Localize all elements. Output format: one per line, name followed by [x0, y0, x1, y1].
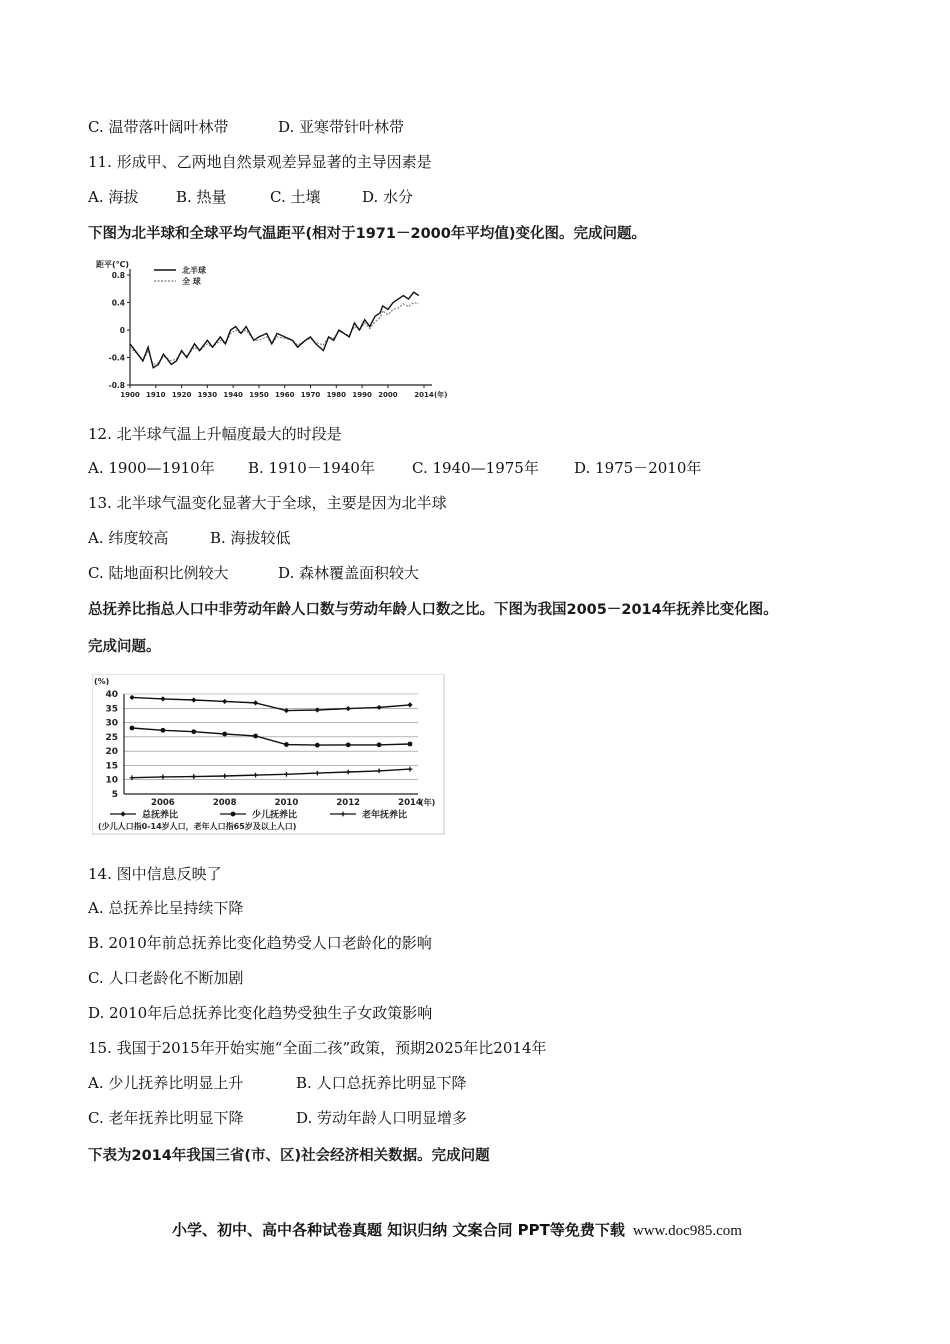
- q15-option-a: A. 少儿抚养比明显上升: [88, 1074, 244, 1092]
- temp-x-tick-label: 1980: [326, 391, 347, 399]
- dep-series-total-point: [377, 705, 382, 710]
- dep-y-tick-label: 10: [105, 775, 118, 786]
- dep-series-total-point: [253, 700, 258, 705]
- temp-legend-label-nh: 北半球: [182, 266, 206, 275]
- dep-series-elderly-point: [191, 774, 196, 779]
- q14-stem: 14. 图中信息反映了: [88, 865, 222, 883]
- temp-x-tick-label: 1970: [300, 391, 321, 399]
- dep-series-total-point: [284, 708, 289, 713]
- temp-x-tick-label: 1920: [171, 391, 192, 399]
- dep-series-elderly-point: [253, 773, 258, 778]
- dep-series-total: [132, 697, 410, 710]
- dep-series-elderly-point: [408, 767, 413, 772]
- q15-option-c: C. 老年抚养比明显下降: [88, 1109, 244, 1127]
- intro-temperature-chart: 下图为北半球和全球平均气温距平(相对于1971－2000年平均值)变化图。完成问题。: [88, 226, 646, 242]
- q12-option-b: B. 1910－1940年: [248, 459, 375, 477]
- dependency-ratio-chart: [92, 674, 448, 836]
- q11-option-c: C. 土壤: [270, 188, 321, 206]
- q13-option-d: D. 森林覆盖面积较大: [278, 564, 420, 582]
- q14-option-c: C. 人口老龄化不断加剧: [88, 969, 244, 987]
- q13-option-b: B. 海拔较低: [210, 529, 291, 547]
- dep-y-tick-label: 40: [105, 690, 118, 700]
- dep-x-tick-label: 2010: [274, 798, 299, 808]
- temp-x-tick-label: 1960: [274, 391, 295, 399]
- dep-y-tick-label: 25: [105, 732, 118, 743]
- dep-series-elderly-point: [346, 770, 351, 775]
- dep-series-child-point: [130, 726, 135, 731]
- dep-series-child-point: [346, 742, 351, 747]
- temp-series-northern-hemisphere: [130, 292, 419, 368]
- dep-x-tick-label: 2006: [151, 798, 175, 808]
- dep-y-tick-label: 15: [105, 761, 118, 772]
- temp-x-tick-label: 2014: [414, 391, 434, 399]
- temp-chart-marks: [130, 265, 419, 368]
- q13-option-a: A. 纬度较高: [88, 529, 169, 547]
- q11-option-d: D. 水分: [362, 188, 414, 206]
- dep-legend-marker: [341, 812, 346, 817]
- q12-option-c: C. 1940—1975年: [412, 459, 539, 477]
- q15-option-b: B. 人口总抚养比明显下降: [296, 1074, 467, 1092]
- dep-series-child-point: [315, 743, 320, 748]
- temp-y-tick-label: -0.8: [108, 381, 125, 390]
- q13-stem: 13. 北半球气温变化显著大于全球，主要是因为北半球: [88, 494, 447, 512]
- q14-option-a: A. 总抚养比呈持续下降: [88, 899, 244, 917]
- footer-text: 小学、初中、高中各种试卷真题 知识归纳 文案合同 PPT等免费下载: [172, 1221, 625, 1239]
- dep-legend-label: 少儿抚养比: [252, 810, 298, 821]
- dep-series-child-point: [222, 732, 227, 737]
- dep-series-elderly-point: [377, 768, 382, 773]
- dep-legend-marker: [120, 811, 125, 816]
- intro-dependency-chart-line2: 完成问题。: [88, 639, 161, 655]
- dep-series-total-point: [191, 697, 196, 702]
- temperature-anomaly-chart: [92, 257, 460, 403]
- dep-y-axis-label: (%): [94, 677, 110, 686]
- temp-y-tick-label: 0.8: [111, 271, 125, 280]
- dep-y-tick-label: 5: [111, 790, 118, 800]
- temp-legend-label-global: 全 球: [182, 277, 201, 286]
- dep-series-child-point: [253, 734, 258, 739]
- dep-series-child: [132, 728, 410, 745]
- temp-series-global: [130, 303, 419, 365]
- dep-x-tick-label: 2008: [212, 798, 237, 808]
- q12-stem: 12. 北半球气温上升幅度最大的时段是: [88, 425, 342, 443]
- temp-x-tick-label: 1910: [146, 391, 166, 399]
- dep-x-axis-label: (年): [420, 798, 436, 807]
- temp-x-tick-label: 1930: [197, 391, 218, 399]
- q11-option-b: B. 热量: [176, 188, 227, 206]
- q14-option-d: D. 2010年后总抚养比变化趋势受独生子女政策影响: [88, 1004, 433, 1022]
- dep-series-elderly-point: [160, 774, 165, 779]
- temp-y-tick-label: -0.4: [108, 353, 125, 363]
- dep-x-tick-label: 2014: [398, 798, 422, 808]
- dep-series-total-point: [160, 696, 165, 701]
- dep-series-total-point: [346, 706, 351, 711]
- q11-stem: 11. 形成甲、乙两地自然景观差异显著的主导因素是: [88, 153, 432, 171]
- intro-table: 下表为2014年我国三省(市、区)社会经济相关数据。完成问题: [88, 1148, 490, 1164]
- footer-banner: [172, 1219, 742, 1242]
- temp-x-tick-label: 1940: [223, 391, 243, 399]
- dep-series-total-point: [407, 702, 412, 707]
- q10-option-d: D. 亚寒带针叶林带: [278, 118, 405, 136]
- q12-option-a: A. 1900—1910年: [88, 459, 215, 477]
- dep-series-elderly-point: [284, 772, 289, 777]
- q13-option-c: C. 陆地面积比例较大: [88, 564, 229, 582]
- dep-series-child-point: [377, 742, 382, 747]
- dep-chart-marks: [98, 695, 413, 832]
- q12-option-d: D. 1975－2010年: [574, 459, 702, 477]
- temp-x-axis-label: (年): [434, 391, 448, 399]
- dep-series-child-point: [191, 729, 196, 734]
- temp-y-tick-label: 0: [119, 326, 125, 335]
- dep-series-elderly-point: [315, 771, 320, 776]
- dep-x-tick-label: 2012: [336, 798, 361, 808]
- dep-legend-label: 老年抚养比: [362, 810, 408, 821]
- dep-series-child-point: [160, 728, 165, 733]
- dep-series-elderly: [132, 769, 410, 778]
- dep-series-child-point: [408, 742, 413, 747]
- dep-y-tick-label: 35: [105, 704, 118, 715]
- temp-x-tick-label: 1900: [120, 391, 140, 399]
- temp-y-axis-label: 距平(℃): [96, 260, 129, 269]
- temp-x-tick-label: 1950: [249, 391, 269, 399]
- dep-y-tick-label: 30: [105, 718, 118, 729]
- dep-legend-label: 总抚养比: [142, 810, 179, 821]
- dep-series-elderly-point: [222, 774, 227, 779]
- dep-y-tick-label: 20: [105, 747, 118, 758]
- dep-series-total-point: [222, 699, 227, 704]
- q14-option-b: B. 2010年前总抚养比变化趋势受人口老龄化的影响: [88, 934, 432, 952]
- dep-series-child-point: [284, 742, 289, 747]
- q11-option-a: A. 海拔: [88, 188, 139, 206]
- dep-legend-marker: [231, 812, 236, 817]
- intro-dependency-chart-line1: 总抚养比指总人口中非劳动年龄人口数与劳动年龄人口数之比。下图为我国2005－2014年抚养比变化图。: [88, 602, 778, 618]
- dep-chart-note: (少儿人口指0-14岁人口，老年人口指65岁及以上人口): [98, 822, 297, 831]
- dep-series-elderly-point: [130, 775, 135, 780]
- temp-chart-axes: [96, 259, 447, 399]
- temp-y-tick-label: 0.4: [111, 298, 125, 308]
- temp-x-tick-label: 1990: [352, 391, 372, 399]
- q10-option-c: C. 温带落叶阔叶林带: [88, 118, 229, 136]
- dep-series-total-point: [129, 695, 134, 700]
- q15-stem: 15. 我国于2015年开始实施“全面二孩”政策，预期2025年比2014年: [88, 1039, 547, 1057]
- q15-option-d: D. 劳动年龄人口明显增多: [296, 1109, 468, 1127]
- temp-x-tick-label: 2000: [378, 391, 398, 399]
- footer-url[interactable]: www.doc985.com: [632, 1223, 742, 1239]
